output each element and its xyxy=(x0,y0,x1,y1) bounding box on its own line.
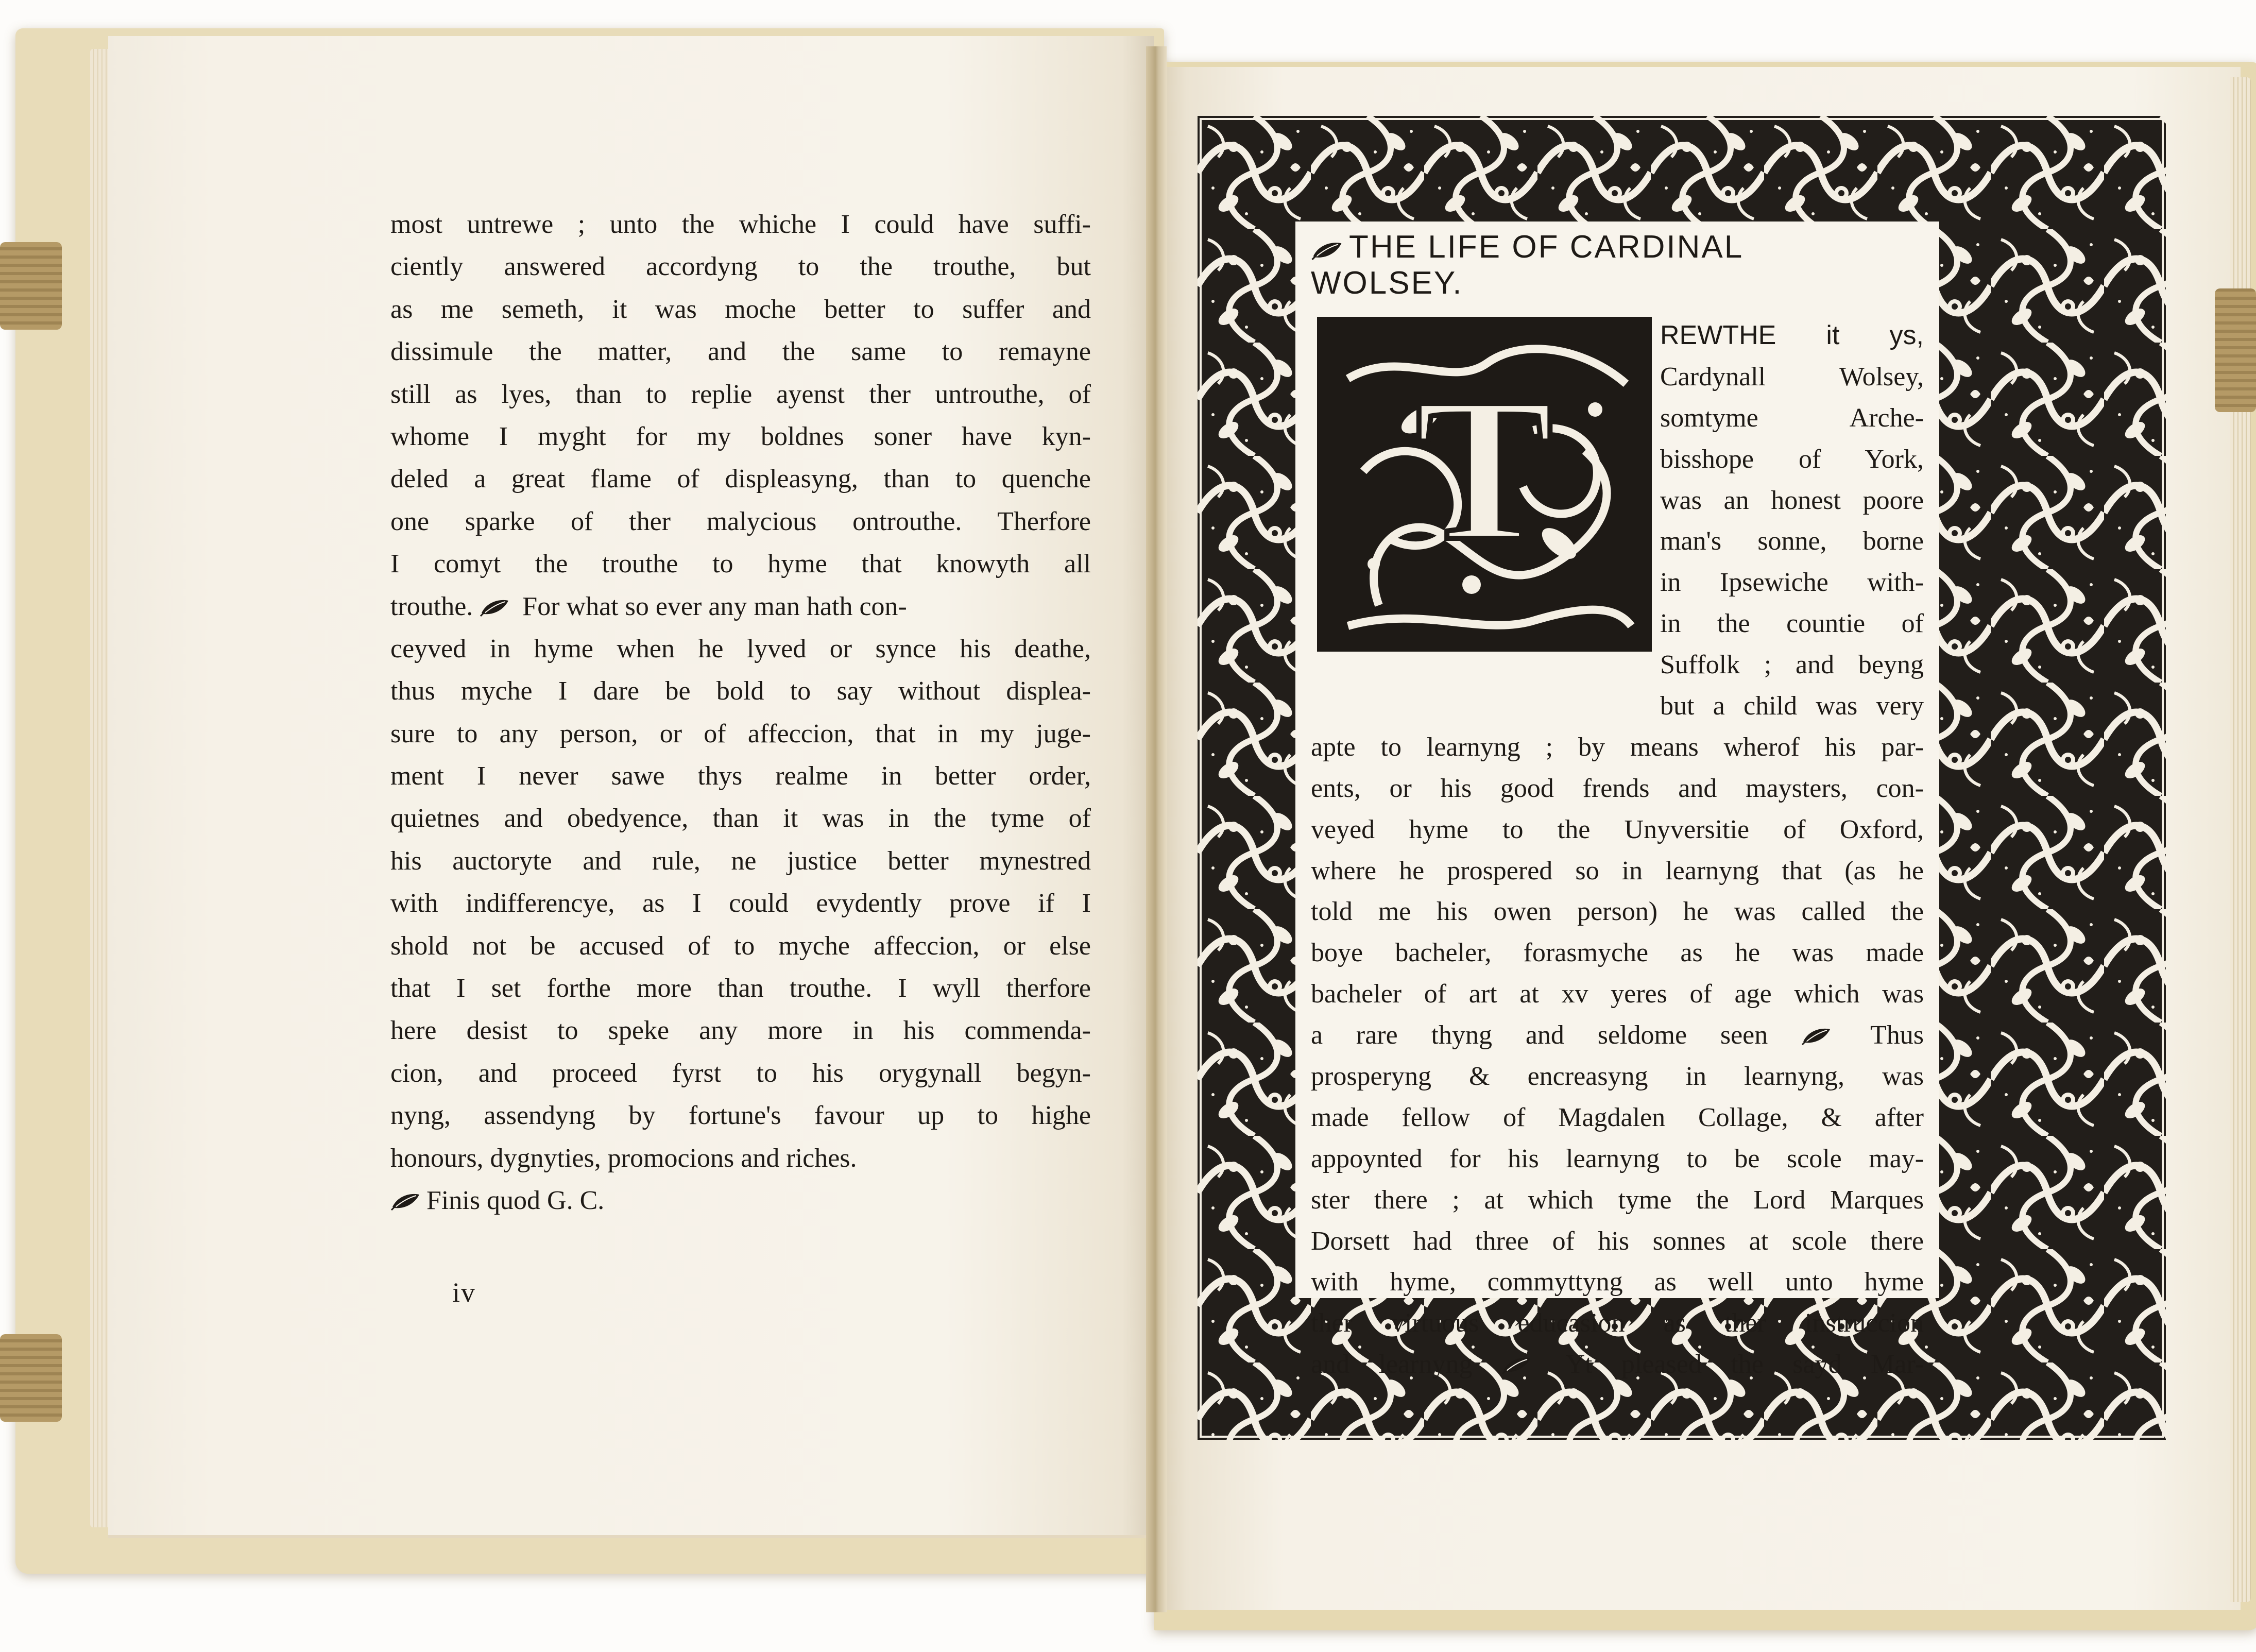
text-line: with hyme, commyttyng as well unto hyme xyxy=(1311,1267,1924,1297)
text-line: cion, and proceed fyrst to his orygynall begyn- xyxy=(390,1058,1091,1088)
text-line: deled a great flame of displeasyng, than to quenche xyxy=(390,464,1091,494)
text-line: quietnes and obedyence, than it was in the tyme of xyxy=(390,804,1091,833)
right-page-text xyxy=(1311,315,1924,1385)
text-line: thus myche I dare be bold to say without displea- xyxy=(390,676,1091,706)
leaf-ornament-icon xyxy=(480,588,510,607)
leaf-ornament-icon xyxy=(1311,232,1344,253)
text-line: REWTHE it ys, xyxy=(1660,320,1924,350)
text-line: boye bacheler, forasmyche as he was made xyxy=(1311,938,1924,968)
text-line: ster there ; at which tyme the Lord Marques xyxy=(1311,1185,1924,1215)
text-line-with-leaf xyxy=(390,586,1091,628)
initial-letter: T xyxy=(1415,355,1553,583)
text-line: his auctoryte and rule, ne justice better mynestred xyxy=(390,846,1091,876)
text-line: was an honest poore xyxy=(1660,485,1924,515)
text-line: made fellow of Magdalen Collage, & after xyxy=(1311,1102,1924,1132)
text-line: sure to any person, or of affeccion, that in my juge- xyxy=(390,719,1091,748)
text-line-with-leaf xyxy=(1311,1015,1924,1056)
text-line: bacheler of art at xv yeres of age which was xyxy=(1311,979,1924,1009)
text-line: still as lyes, than to replie ayenst ther untrouthe, of xyxy=(390,379,1091,409)
text-fragment: and learnyng xyxy=(1311,1350,1473,1379)
text-line: appoynted for his learnyng to be scole may- xyxy=(1311,1144,1924,1173)
text-line: somtyme Arche- xyxy=(1660,403,1924,433)
text-line: ents, or his good frends and maysters, con- xyxy=(1311,773,1924,803)
colophon-line xyxy=(390,1180,1091,1222)
text-line: ment I never sawe thys realme in better order, xyxy=(390,761,1091,791)
text-line: as me semeth, it was moche better to suffer and xyxy=(390,294,1091,324)
text-line: most untrewe ; unto the whiche I could have suffi- xyxy=(390,210,1091,239)
title-line-1: THE LIFE OF CARDINAL xyxy=(1349,229,1744,265)
text-line: one sparke of ther malycious ontrouthe. Therfore xyxy=(390,506,1091,536)
text-line: with indifferencye, as I could evydently prove if I xyxy=(390,889,1091,918)
text-line: nyng, assendyng by fortune's favour up to highe xyxy=(390,1101,1091,1131)
text-line: that I set forthe more than trouthe. I wyll therfore xyxy=(390,974,1091,1003)
left-page-text xyxy=(390,203,1091,1222)
text-line: Suffolk ; and beyng xyxy=(1660,650,1924,680)
text-line: honours, dygnyties, promocions and riches. xyxy=(390,1143,857,1173)
text-line: dissimule the matter, and the same to remayne xyxy=(390,337,1091,367)
text-line-with-leaf xyxy=(1311,1344,1924,1385)
cloth-tie-right xyxy=(2215,288,2256,412)
leaf-ornament-icon xyxy=(1501,1346,1532,1366)
text-line: but a child was very xyxy=(1660,691,1924,721)
text-line: ciently answered accordyng to the trouthe, but xyxy=(390,252,1091,282)
text-line: in the countie of xyxy=(1660,609,1924,639)
text-line: Dorsett had three of his sonnes at scole there xyxy=(1311,1226,1924,1256)
cloth-tie-top-left xyxy=(0,242,62,330)
page-edges-left xyxy=(90,49,111,1527)
cloth-tie-bottom-left xyxy=(0,1334,62,1422)
text-line: in Ipsewiche with- xyxy=(1660,568,1924,598)
text-fragment: a rare thyng and seldome seen xyxy=(1311,1020,1768,1050)
title-line-2: WOLSEY. xyxy=(1311,265,1463,301)
text-line: veyed hyme to the Unyversitie of Oxford, xyxy=(1311,814,1924,844)
text-fragment: Yt pleased the sayd Mar- xyxy=(1565,1350,1924,1379)
text-line: here desist to speke any more in his commenda- xyxy=(390,1016,1091,1046)
text-line: ceyved in hyme when he lyved or synce his deathe, xyxy=(390,634,1091,663)
text-line: where he prospered so in learnyng that (as he xyxy=(1311,856,1924,885)
text-line: whome I myght for my boldnes soner have kyn- xyxy=(390,421,1091,451)
text-line: told me his owen person) he was called the xyxy=(1311,897,1924,927)
leaf-ornament-icon xyxy=(1801,1017,1832,1036)
leaf-ornament-icon xyxy=(390,1182,421,1201)
text-fragment: Thus xyxy=(1870,1020,1924,1050)
text-line: I comyt the trouthe to hyme that knowyth all xyxy=(390,549,1091,579)
finis-text: Finis quod G. C. xyxy=(426,1185,605,1215)
text-line: man's sonne, borne xyxy=(1660,526,1924,556)
text-line: shold not be accused of to myche affeccion, or else xyxy=(390,931,1091,961)
text-line: ther virtuous educasion as ther instruccion xyxy=(1311,1308,1924,1338)
page-number: iv xyxy=(452,1277,476,1308)
chapter-title xyxy=(1311,229,1934,301)
text-line: apte to learnyng ; by means wherof his par- xyxy=(1311,732,1924,762)
text-line: prosperyng & encreasyng in learnyng, was xyxy=(1311,1062,1924,1092)
text-fragment: trouthe. xyxy=(390,591,473,621)
text-line: bisshope of York, xyxy=(1660,444,1924,474)
text-fragment: For what so ever any man hath con- xyxy=(522,591,907,621)
book-gutter xyxy=(1146,46,1167,1612)
text-line: Cardynall Wolsey, xyxy=(1660,362,1924,391)
